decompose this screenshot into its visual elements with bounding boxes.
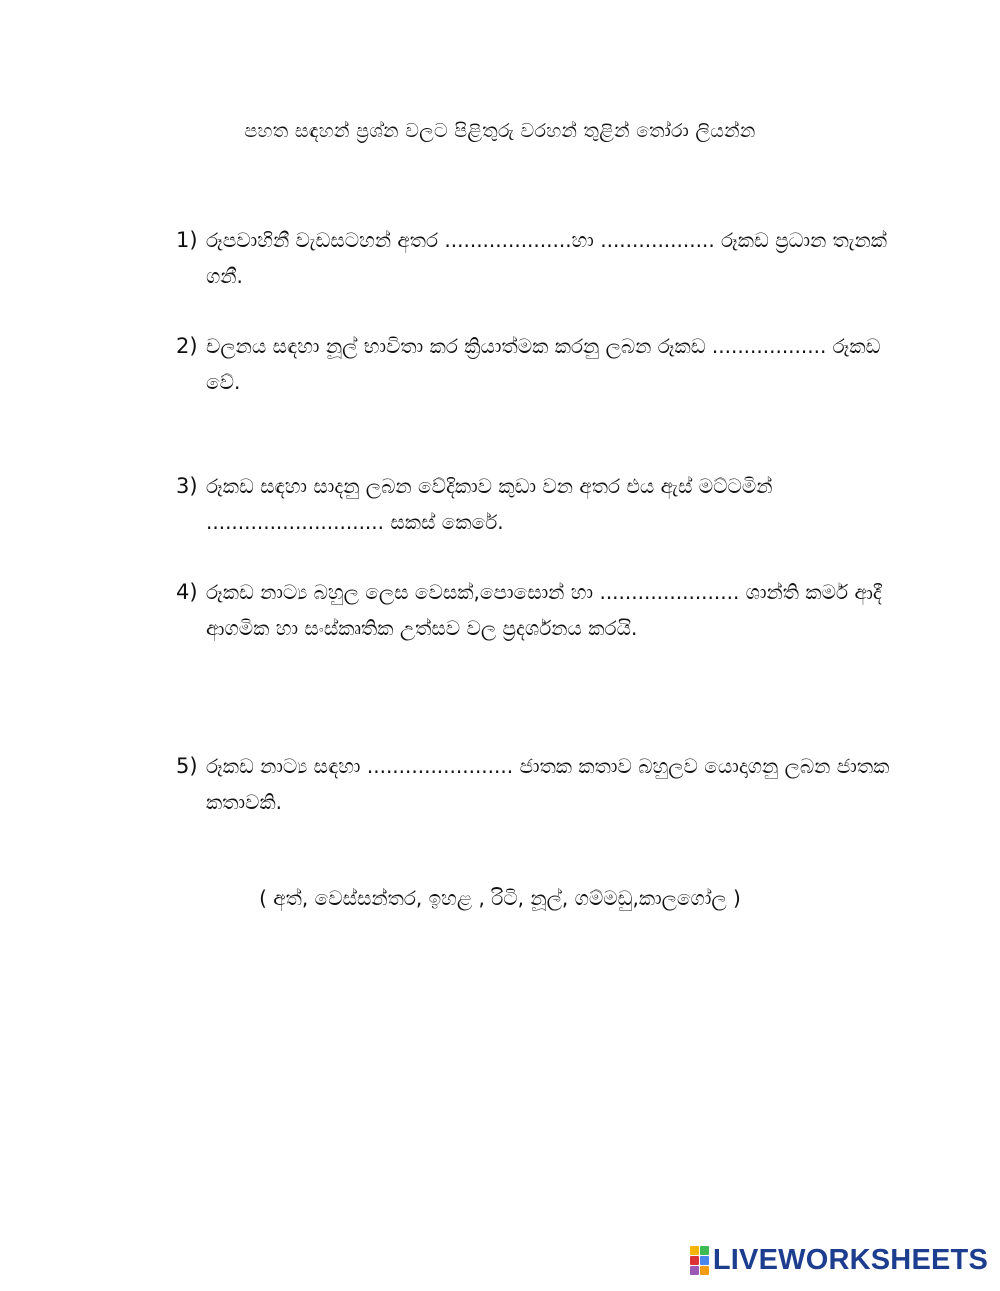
logo-text: LIVEWORKSHEETS <box>712 1243 988 1276</box>
question-text: රූකඩ නාට්‍ය සඳහා ....................... ජාතක කතාව බහුලව යොදාගනු ලබන ජාතක කතාවකි. <box>206 754 890 814</box>
logo-block <box>690 1246 699 1255</box>
question-item <box>176 748 896 820</box>
question-item <box>176 328 896 400</box>
question-item <box>176 574 896 646</box>
logo-block <box>700 1256 709 1265</box>
liveworksheets-blocks-icon <box>690 1246 709 1275</box>
question-text: රූකඩ නාට්‍ය බහුල ලෙස වෙසක්,පොසොන් හා ...................... ශාන්ති කර්ම ආදී ආගමික හා සංස්කෘතික උත්සව වල ප්‍රදර්ශනය කරයි. <box>206 580 882 640</box>
logo-block <box>690 1266 699 1275</box>
question-number: 2) <box>176 334 198 358</box>
question-text: රූකඩ සඳහා සාදනු ලබන වේදිකාව කුඩා වන අතර එය ඇස් මට්ටමින් ............................ සකස් කෙරේ. <box>206 474 773 534</box>
question-number: 5) <box>176 754 198 778</box>
question-number: 4) <box>176 580 198 604</box>
logo-block <box>700 1246 709 1255</box>
logo-block <box>690 1256 699 1265</box>
question-item <box>176 222 896 294</box>
question-item <box>176 468 896 540</box>
word-bank: ( අත්, වෙස්සන්තර, ඉහළ , රිටි, නූල්, ගම්මඩු,කාලගෝල ) <box>259 886 741 910</box>
worksheet-title: පහත සඳහන් ප්‍රශ්න වලට පිළිතුරු වරහන් තුළින් තෝරා ලියන්න <box>244 120 756 142</box>
question-text: රූපවාහිනී වැඩසටහන් අතර ....................හා .................. රූකඩ ප්‍රධාන තැනක් ගනී. <box>206 228 887 288</box>
question-text: චලනය සඳහා නූල් භාවිතා කර ක්‍රියාත්මක කරනු ලබන රූකඩ .................. රූකඩ වේ. <box>206 334 881 394</box>
logo-block <box>700 1266 709 1275</box>
liveworksheets-logo[interactable] <box>690 1243 988 1277</box>
question-number: 1) <box>176 228 198 252</box>
question-number: 3) <box>176 474 198 498</box>
